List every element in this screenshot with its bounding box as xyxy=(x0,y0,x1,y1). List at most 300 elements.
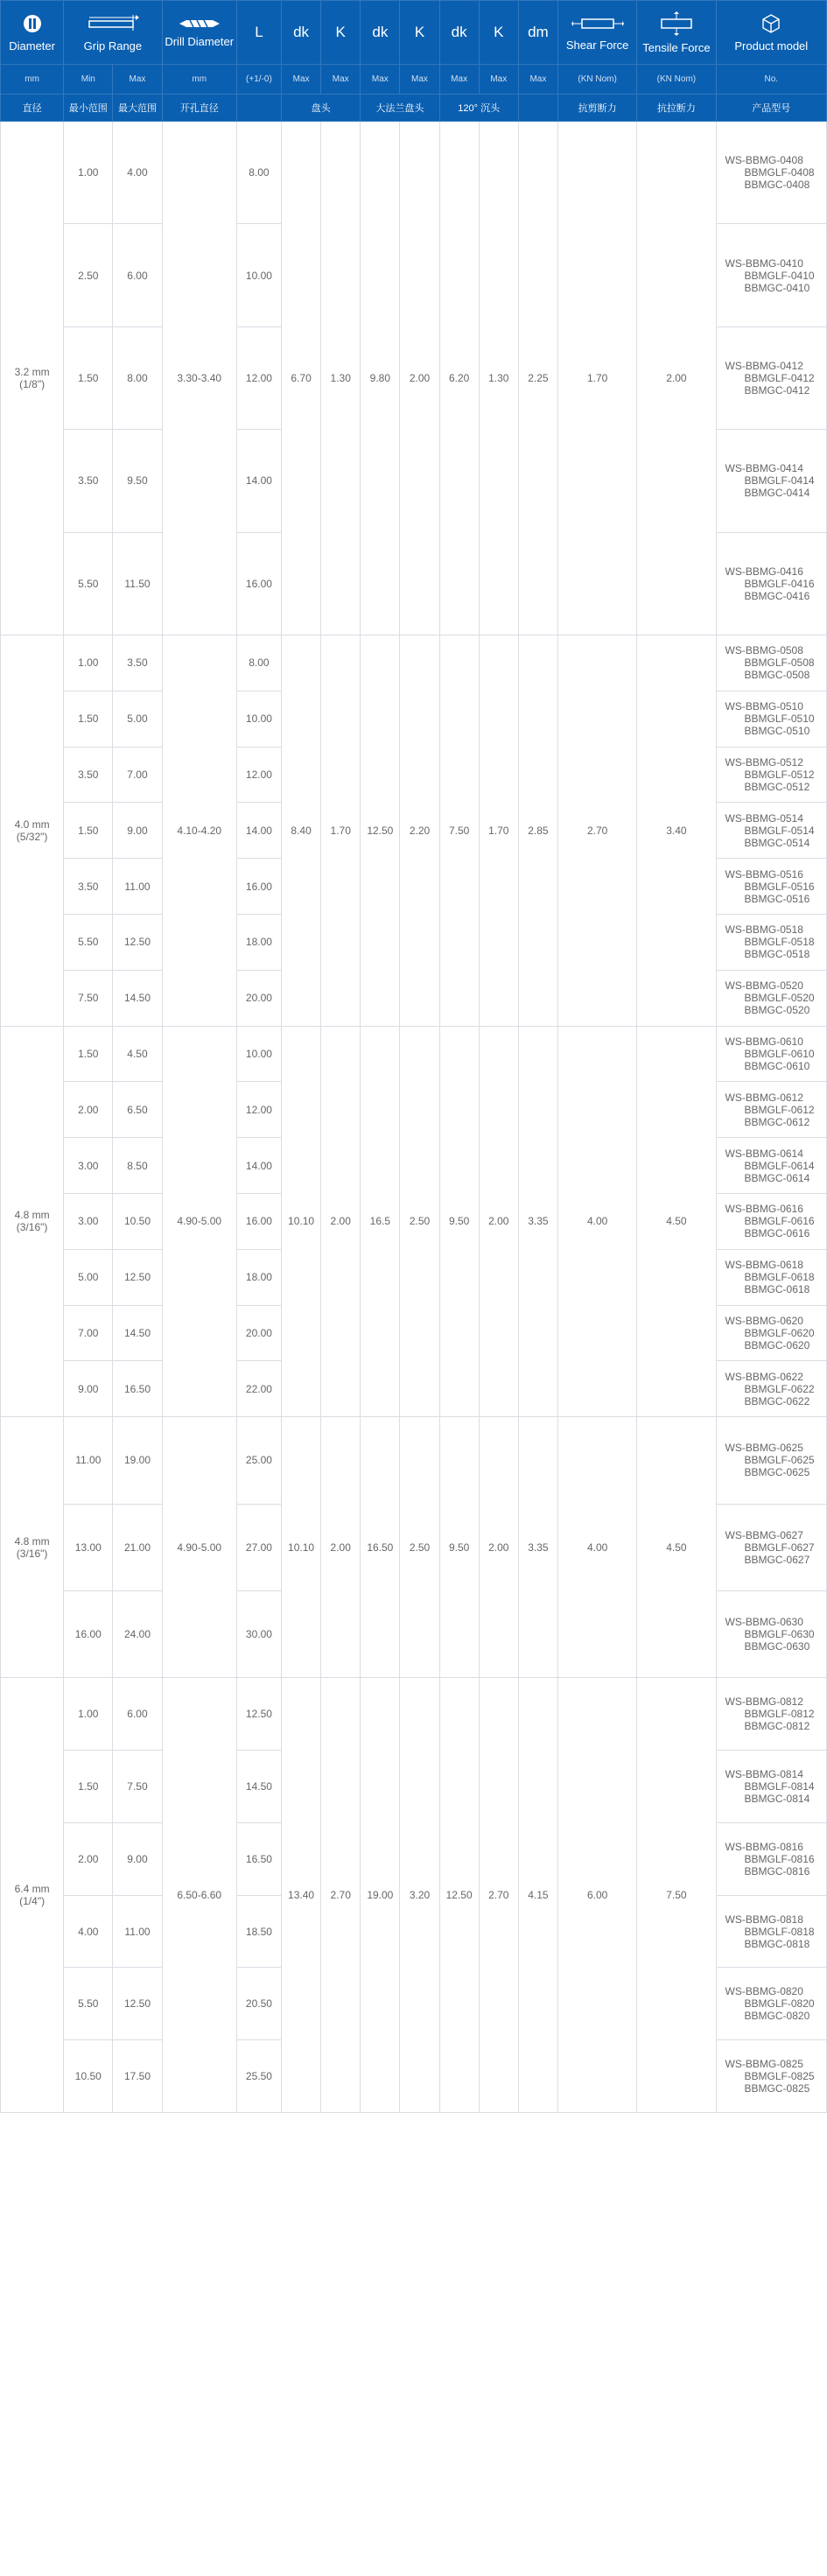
dome-k-header xyxy=(321,1,361,65)
model-cell xyxy=(716,635,826,691)
l-cn xyxy=(236,95,281,122)
grip-max-cell: 21.00 xyxy=(113,1504,162,1590)
model-c: BBMGC-0510 xyxy=(744,725,810,738)
model-ws: WS-BBMG-0414 xyxy=(725,462,803,475)
grip-max-cell: 5.00 xyxy=(113,691,162,747)
drill-cell: 4.10-4.20 xyxy=(162,635,236,1026)
grip-min-cell: 1.50 xyxy=(64,691,113,747)
grip-max-cell: 14.50 xyxy=(113,1305,162,1361)
grip-max-cell: 12.50 xyxy=(113,1249,162,1305)
l-unit: (+1/-0) xyxy=(236,65,281,95)
dome-k-cell: 1.70 xyxy=(321,635,361,1026)
dm-cn xyxy=(518,95,557,122)
grip-max-cn: 最大范围 xyxy=(113,95,162,122)
grip-min-cell: 5.50 xyxy=(64,914,113,970)
grip-min-cell: 1.00 xyxy=(64,1678,113,1751)
drill-header xyxy=(162,1,236,65)
shear-label: Shear Force xyxy=(565,38,629,52)
model-cell xyxy=(716,1193,826,1249)
tensile-header xyxy=(637,1,716,65)
length-cell: 27.00 xyxy=(236,1504,281,1590)
length-cell: 8.00 xyxy=(236,122,281,224)
grip-min-cn: 最小范围 xyxy=(64,95,113,122)
dm-unit: Max xyxy=(518,65,557,95)
model-ws: WS-BBMG-0514 xyxy=(725,811,803,825)
table-body xyxy=(1,122,827,2113)
model-cell xyxy=(716,1249,826,1305)
csk-dk-cell: 12.50 xyxy=(439,1678,479,2113)
model-cell xyxy=(716,532,826,635)
grip-min-cell: 2.00 xyxy=(64,1082,113,1138)
model-cell xyxy=(716,747,826,803)
large-k-cell: 2.20 xyxy=(400,635,439,1026)
model-ws: WS-BBMG-0412 xyxy=(725,359,803,372)
model-c: BBMGC-0512 xyxy=(744,780,810,793)
diameter-cell xyxy=(1,1417,64,1678)
l-header xyxy=(236,1,281,65)
dome-k-cell: 2.00 xyxy=(321,1417,361,1678)
diameter-cell xyxy=(1,122,64,635)
model-lf: BBMGLF-0610 xyxy=(744,1047,815,1060)
table-row xyxy=(1,1026,827,1082)
grip-max-cell: 4.00 xyxy=(113,122,162,224)
grip-min-cell: 2.50 xyxy=(64,224,113,326)
model-ws: WS-BBMG-0516 xyxy=(725,867,803,881)
shear-unit: (KN Nom) xyxy=(557,65,636,95)
shear-header xyxy=(557,1,636,65)
csk-k-label: K xyxy=(494,24,504,40)
model-cell xyxy=(716,1305,826,1361)
model-ws: WS-BBMG-0510 xyxy=(725,700,803,713)
diameter-cn: 直径 xyxy=(1,95,64,122)
model-cell xyxy=(716,1678,826,1751)
cube-icon xyxy=(760,13,781,34)
grip-max-cell: 16.50 xyxy=(113,1361,162,1417)
large-k-cell: 2.50 xyxy=(400,1417,439,1678)
dome-k-cell: 2.70 xyxy=(321,1678,361,2113)
grip-max-cell: 10.50 xyxy=(113,1193,162,1249)
large-k-header xyxy=(400,1,439,65)
dm-cell: 2.85 xyxy=(518,635,557,1026)
model-cell xyxy=(716,1751,826,1823)
length-cell: 14.00 xyxy=(236,1138,281,1194)
large-k-cell: 3.20 xyxy=(400,1678,439,2113)
grip-min-cell: 11.00 xyxy=(64,1417,113,1504)
grip-min-cell: 1.00 xyxy=(64,635,113,691)
model-ws: WS-BBMG-0625 xyxy=(725,1442,803,1455)
large-dk-cell: 16.5 xyxy=(361,1026,400,1417)
tensile-cn: 抗拉断力 xyxy=(637,95,716,122)
diameter-value: 4.8 mm xyxy=(14,1534,50,1548)
dome-dk-label: dk xyxy=(293,24,310,40)
model-lf: BBMGLF-0508 xyxy=(744,656,815,670)
csk-dk-cell: 7.50 xyxy=(439,635,479,1026)
rivet-head-icon xyxy=(22,13,43,34)
dome-k-cell: 1.30 xyxy=(321,122,361,635)
model-lf: BBMGLF-0616 xyxy=(744,1215,815,1228)
model-ws: WS-BBMG-0814 xyxy=(725,1767,803,1780)
tensile-cell: 4.50 xyxy=(637,1026,716,1417)
model-lf: BBMGLF-0627 xyxy=(744,1541,815,1554)
large-dk-cell: 16.50 xyxy=(361,1417,400,1678)
dome-dk-cell: 8.40 xyxy=(282,635,321,1026)
dm-cell: 3.35 xyxy=(518,1417,557,1678)
grip-min-cell: 3.00 xyxy=(64,1138,113,1194)
tensile-cell: 3.40 xyxy=(637,635,716,1026)
csk-k-cell: 1.70 xyxy=(479,635,518,1026)
grip-max-cell: 11.50 xyxy=(113,532,162,635)
model-cn: 产品型号 xyxy=(716,95,826,122)
model-label: Product model xyxy=(734,39,809,53)
grip-max-cell: 17.50 xyxy=(113,2040,162,2113)
model-cell xyxy=(716,914,826,970)
csk-cn: 120° 沉头 xyxy=(439,95,518,122)
diameter-cell xyxy=(1,1678,64,2113)
grip-min-cell: 16.00 xyxy=(64,1590,113,1677)
model-c: BBMGC-0610 xyxy=(744,1059,810,1072)
model-c: BBMGC-0825 xyxy=(744,2082,810,2095)
grip-min-cell: 10.50 xyxy=(64,2040,113,2113)
grip-range-icon xyxy=(87,13,139,34)
tensile-cell: 7.50 xyxy=(637,1678,716,2113)
length-cell: 12.50 xyxy=(236,1678,281,1751)
model-c: BBMGC-0630 xyxy=(744,1640,810,1653)
drill-unit: mm xyxy=(162,65,236,95)
model-c: BBMGC-0818 xyxy=(744,1937,810,1950)
model-lf: BBMGLF-0612 xyxy=(744,1103,815,1116)
model-c: BBMGC-0620 xyxy=(744,1338,810,1351)
model-lf: BBMGLF-0518 xyxy=(744,936,815,949)
length-cell: 14.50 xyxy=(236,1751,281,1823)
model-cell xyxy=(716,1361,826,1417)
dm-cell: 3.35 xyxy=(518,1026,557,1417)
diameter-fraction: (1/4") xyxy=(19,1895,46,1908)
model-ws: WS-BBMG-0630 xyxy=(725,1616,803,1629)
csk-dk-cell: 6.20 xyxy=(439,122,479,635)
model-cell xyxy=(716,326,826,429)
model-c: BBMGC-0618 xyxy=(744,1283,810,1296)
model-ws: WS-BBMG-0818 xyxy=(725,1913,803,1926)
model-ws: WS-BBMG-0812 xyxy=(725,1695,803,1709)
large-cn: 大法兰盘头 xyxy=(361,95,439,122)
dm-header xyxy=(518,1,557,65)
model-ws: WS-BBMG-0518 xyxy=(725,923,803,937)
model-cell xyxy=(716,1895,826,1968)
drill-cell: 3.30-3.40 xyxy=(162,122,236,635)
grip-max-cell: 4.50 xyxy=(113,1026,162,1082)
model-cell xyxy=(716,691,826,747)
shear-cn: 抗剪断力 xyxy=(557,95,636,122)
length-cell: 14.00 xyxy=(236,803,281,859)
large-k-label: K xyxy=(414,24,425,40)
model-cell xyxy=(716,430,826,532)
grip-max-cell: 6.00 xyxy=(113,224,162,326)
tensile-force-icon xyxy=(655,11,698,36)
csk-dk-cell: 9.50 xyxy=(439,1026,479,1417)
grip-max-cell: 9.50 xyxy=(113,430,162,532)
large-dk-header xyxy=(361,1,400,65)
grip-max-cell: 6.50 xyxy=(113,1082,162,1138)
grip-range-header xyxy=(64,1,162,65)
l-label: L xyxy=(255,24,263,40)
drill-label: Drill Diameter xyxy=(165,34,235,48)
large-k-cell: 2.50 xyxy=(400,1026,439,1417)
model-lf: BBMGLF-0408 xyxy=(744,166,815,179)
model-ws: WS-BBMG-0512 xyxy=(725,755,803,769)
csk-dk-cell: 9.50 xyxy=(439,1417,479,1678)
model-ws: WS-BBMG-0612 xyxy=(725,1091,803,1104)
diameter-fraction: (3/16") xyxy=(16,1221,48,1234)
model-ws: WS-BBMG-0825 xyxy=(725,2058,803,2071)
model-lf: BBMGLF-0820 xyxy=(744,1997,815,2011)
shear-cell: 2.70 xyxy=(557,635,636,1026)
diameter-fraction: (5/32") xyxy=(16,830,48,843)
grip-min-cell: 1.50 xyxy=(64,803,113,859)
model-c: BBMGC-0614 xyxy=(744,1171,810,1184)
model-c: BBMGC-0410 xyxy=(744,281,810,294)
model-lf: BBMGLF-0410 xyxy=(744,269,815,282)
csk-dk-header xyxy=(439,1,479,65)
model-ws: WS-BBMG-0520 xyxy=(725,979,803,993)
model-lf: BBMGLF-0414 xyxy=(744,474,815,488)
model-lf: BBMGLF-0614 xyxy=(744,1159,815,1172)
dm-cell: 4.15 xyxy=(518,1678,557,2113)
model-ws: WS-BBMG-0416 xyxy=(725,565,803,578)
length-cell: 18.00 xyxy=(236,914,281,970)
grip-max-cell: 12.50 xyxy=(113,914,162,970)
model-cell xyxy=(716,224,826,326)
csk-k-unit: Max xyxy=(479,65,518,95)
model-ws: WS-BBMG-0410 xyxy=(725,256,803,270)
grip-max-cell: 12.50 xyxy=(113,1968,162,2040)
length-cell: 18.00 xyxy=(236,1249,281,1305)
model-c: BBMGC-0622 xyxy=(744,1394,810,1407)
length-cell: 25.50 xyxy=(236,2040,281,2113)
dome-dk-cell: 13.40 xyxy=(282,1678,321,2113)
diameter-label: Diameter xyxy=(9,39,55,53)
model-cell xyxy=(716,1417,826,1504)
model-c: BBMGC-0814 xyxy=(744,1792,810,1805)
grip-max-cell: 7.00 xyxy=(113,747,162,803)
model-cell xyxy=(716,1026,826,1082)
length-cell: 8.00 xyxy=(236,635,281,691)
length-cell: 20.50 xyxy=(236,1968,281,2040)
model-c: BBMGC-0816 xyxy=(744,1864,810,1878)
diameter-fraction: (1/8") xyxy=(19,377,46,390)
tensile-cell: 2.00 xyxy=(637,122,716,635)
model-lf: BBMGLF-0630 xyxy=(744,1628,815,1641)
tensile-unit: (KN Nom) xyxy=(637,65,716,95)
shear-cell: 4.00 xyxy=(557,1026,636,1417)
grip-min-cell: 5.00 xyxy=(64,1249,113,1305)
model-c: BBMGC-0514 xyxy=(744,836,810,849)
grip-max-cell: 8.50 xyxy=(113,1138,162,1194)
model-c: BBMGC-0516 xyxy=(744,892,810,905)
model-lf: BBMGLF-0816 xyxy=(744,1852,815,1865)
length-cell: 12.00 xyxy=(236,1082,281,1138)
table-row xyxy=(1,122,827,224)
grip-min-cell: 3.50 xyxy=(64,747,113,803)
dm-label: dm xyxy=(528,24,549,40)
model-lf: BBMGLF-0625 xyxy=(744,1454,815,1467)
model-lf: BBMGLF-0620 xyxy=(744,1326,815,1339)
dm-cell: 2.25 xyxy=(518,122,557,635)
grip-min-cell: 1.00 xyxy=(64,122,113,224)
model-lf: BBMGLF-0412 xyxy=(744,371,815,384)
dome-k-cell: 2.00 xyxy=(321,1026,361,1417)
grip-min-cell: 1.50 xyxy=(64,1026,113,1082)
table-header xyxy=(1,1,827,122)
model-ws: WS-BBMG-0820 xyxy=(725,1985,803,1998)
model-cell xyxy=(716,803,826,859)
grip-max-cell: 14.50 xyxy=(113,970,162,1026)
grip-min-cell: 5.50 xyxy=(64,532,113,635)
model-lf: BBMGLF-0818 xyxy=(744,1925,815,1938)
grip-min-cell: 3.50 xyxy=(64,430,113,532)
shear-cell: 4.00 xyxy=(557,1417,636,1678)
diameter-value: 3.2 mm xyxy=(14,365,50,378)
large-dk-cell: 9.80 xyxy=(361,122,400,635)
model-cell xyxy=(716,1138,826,1194)
model-ws: WS-BBMG-0618 xyxy=(725,1259,803,1272)
model-ws: WS-BBMG-0616 xyxy=(725,1203,803,1216)
grip-max-cell: 24.00 xyxy=(113,1590,162,1677)
model-lf: BBMGLF-0825 xyxy=(744,2070,815,2083)
large-dk-cell: 19.00 xyxy=(361,1678,400,2113)
csk-k-cell: 2.00 xyxy=(479,1417,518,1678)
model-c: BBMGC-0508 xyxy=(744,669,810,682)
large-k-unit: Max xyxy=(400,65,439,95)
diameter-cell xyxy=(1,635,64,1026)
length-cell: 25.00 xyxy=(236,1417,281,1504)
grip-min-cell: 13.00 xyxy=(64,1504,113,1590)
drill-bit-icon xyxy=(178,18,221,30)
grip-max-cell: 3.50 xyxy=(113,635,162,691)
model-cell xyxy=(716,2040,826,2113)
grip-min-cell: 7.50 xyxy=(64,970,113,1026)
table-row xyxy=(1,1417,827,1504)
model-cell xyxy=(716,1082,826,1138)
dome-dk-cell: 10.10 xyxy=(282,1417,321,1678)
tensile-label: Tensile Force xyxy=(642,40,711,54)
dome-dk-cell: 10.10 xyxy=(282,1026,321,1417)
length-cell: 12.00 xyxy=(236,326,281,429)
csk-k-cell: 1.30 xyxy=(479,122,518,635)
model-ws: WS-BBMG-0614 xyxy=(725,1147,803,1160)
grip-max-cell: 11.00 xyxy=(113,859,162,915)
model-lf: BBMGLF-0516 xyxy=(744,880,815,893)
dome-dk-header xyxy=(282,1,321,65)
model-ws: WS-BBMG-0627 xyxy=(725,1528,803,1541)
grip-min-cell: 1.50 xyxy=(64,326,113,429)
shear-cell: 6.00 xyxy=(557,1678,636,2113)
diameter-cell xyxy=(1,1026,64,1417)
large-dk-cell: 12.50 xyxy=(361,635,400,1026)
grip-min-unit: Min xyxy=(64,65,113,95)
length-cell: 14.00 xyxy=(236,430,281,532)
grip-max-cell: 9.00 xyxy=(113,803,162,859)
model-c: BBMGC-0627 xyxy=(744,1553,810,1566)
model-cell xyxy=(716,859,826,915)
dome-k-unit: Max xyxy=(321,65,361,95)
drill-cell: 6.50-6.60 xyxy=(162,1678,236,2113)
shear-force-icon xyxy=(571,14,624,33)
model-ws: WS-BBMG-0610 xyxy=(725,1035,803,1048)
tensile-cell: 4.50 xyxy=(637,1417,716,1678)
dome-dk-cell: 6.70 xyxy=(282,122,321,635)
model-c: BBMGC-0518 xyxy=(744,948,810,961)
diameter-fraction: (3/16") xyxy=(16,1547,48,1560)
model-header xyxy=(716,1,826,65)
diameter-value: 4.0 mm xyxy=(14,818,50,831)
length-cell: 22.00 xyxy=(236,1361,281,1417)
model-cell xyxy=(716,970,826,1026)
dome-k-label: K xyxy=(335,24,346,40)
length-cell: 30.00 xyxy=(236,1590,281,1677)
diameter-value: 6.4 mm xyxy=(14,1883,50,1896)
length-cell: 10.00 xyxy=(236,691,281,747)
length-cell: 16.00 xyxy=(236,1193,281,1249)
model-lf: BBMGLF-0618 xyxy=(744,1271,815,1284)
length-cell: 12.00 xyxy=(236,747,281,803)
model-unit: No. xyxy=(716,65,826,95)
model-lf: BBMGLF-0512 xyxy=(744,768,815,781)
model-c: BBMGC-0408 xyxy=(744,179,810,192)
drill-cell: 4.90-5.00 xyxy=(162,1417,236,1678)
model-lf: BBMGLF-0812 xyxy=(744,1708,815,1721)
grip-min-cell: 5.50 xyxy=(64,1968,113,2040)
length-cell: 16.00 xyxy=(236,859,281,915)
diameter-value: 4.8 mm xyxy=(14,1209,50,1222)
model-c: BBMGC-0612 xyxy=(744,1115,810,1128)
model-ws: WS-BBMG-0622 xyxy=(725,1370,803,1383)
model-cell xyxy=(716,1590,826,1677)
model-lf: BBMGLF-0622 xyxy=(744,1382,815,1395)
model-ws: WS-BBMG-0408 xyxy=(725,154,803,167)
grip-max-cell: 11.00 xyxy=(113,1895,162,1968)
model-c: BBMGC-0820 xyxy=(744,2010,810,2023)
csk-k-cell: 2.70 xyxy=(479,1678,518,2113)
grip-min-cell: 4.00 xyxy=(64,1895,113,1968)
large-dk-unit: Max xyxy=(361,65,400,95)
model-ws: WS-BBMG-0508 xyxy=(725,644,803,657)
drill-cn: 开孔直径 xyxy=(162,95,236,122)
length-cell: 10.00 xyxy=(236,1026,281,1082)
model-lf: BBMGLF-0510 xyxy=(744,712,815,726)
grip-range-label: Grip Range xyxy=(83,39,143,53)
model-ws: WS-BBMG-0816 xyxy=(725,1840,803,1853)
length-cell: 16.50 xyxy=(236,1822,281,1895)
csk-k-header xyxy=(479,1,518,65)
model-lf: BBMGLF-0814 xyxy=(744,1779,815,1793)
model-cell xyxy=(716,1504,826,1590)
dome-dk-unit: Max xyxy=(282,65,321,95)
grip-min-cell: 7.00 xyxy=(64,1305,113,1361)
model-c: BBMGC-0520 xyxy=(744,1004,810,1017)
table-row xyxy=(1,1678,827,1751)
model-c: BBMGC-0616 xyxy=(744,1227,810,1240)
model-c: BBMGC-0625 xyxy=(744,1466,810,1479)
model-c: BBMGC-0416 xyxy=(744,589,810,602)
large-dk-label: dk xyxy=(372,24,389,40)
length-cell: 20.00 xyxy=(236,970,281,1026)
model-c: BBMGC-0412 xyxy=(744,383,810,397)
model-cell xyxy=(716,1822,826,1895)
grip-min-cell: 3.00 xyxy=(64,1193,113,1249)
model-lf: BBMGLF-0520 xyxy=(744,992,815,1005)
model-c: BBMGC-0414 xyxy=(744,487,810,500)
grip-max-cell: 7.50 xyxy=(113,1751,162,1823)
